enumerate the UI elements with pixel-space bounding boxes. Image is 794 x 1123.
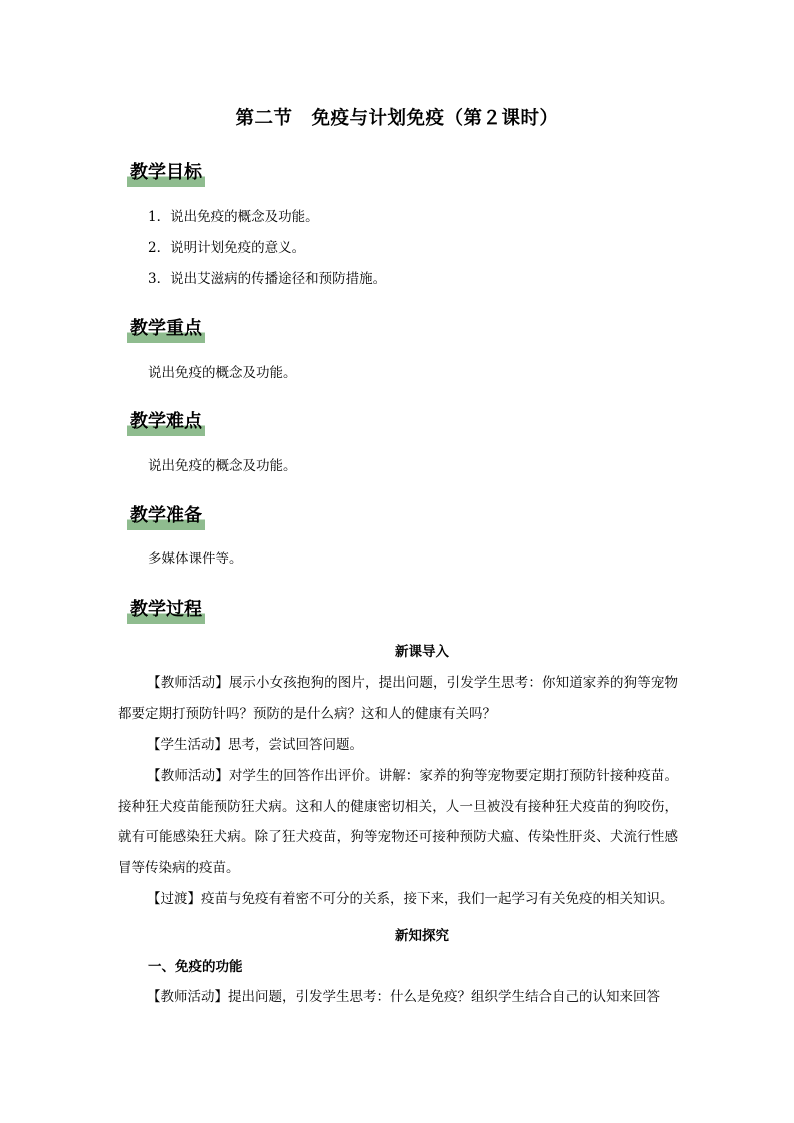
paragraph-teacher-activity-3: 【教师活动】提出问题，引发学生思考：什么是免疫？组织学生结合自己的认知来回答 — [147, 989, 660, 1005]
heading-process: 教学过程 — [127, 599, 205, 624]
paragraph-student-activity: 【学生活动】思考，尝试回答问题。 — [147, 737, 363, 753]
difficulties-text: 说出免疫的概念及功能。 — [148, 458, 297, 474]
key-points-text: 说出免疫的概念及功能。 — [148, 365, 297, 381]
preparation-text: 多媒体课件等。 — [148, 551, 243, 567]
heading-key-points: 教学重点 — [127, 318, 205, 343]
heading-objectives: 教学目标 — [127, 162, 205, 187]
paragraph-transition: 【过渡】疫苗与免疫有着密不可分的关系，接下来，我们一起学习有关免疫的相关知识。 — [147, 891, 674, 907]
intro-subheading: 新课导入 — [395, 644, 449, 660]
objective-item-2: 2．说明计划免疫的意义。 — [148, 240, 306, 256]
heading-preparation: 教学准备 — [127, 505, 205, 530]
objective-item-3: 3．说出艾滋病的传播途径和预防措施。 — [148, 271, 387, 287]
heading-difficulties: 教学难点 — [127, 411, 205, 436]
paragraph-teacher-activity-1: 【教师活动】展示小女孩抱狗的图片，提出问题，引发学生思考：你知道家养的狗等宠物都要定期打预防针吗？预防的是什么病？这和人的健康有关吗？ — [118, 675, 679, 722]
objective-item-1: 1．说出免疫的概念及功能。 — [148, 209, 319, 225]
page-title: 第二节 免疫与计划免疫（第２课时） — [235, 108, 559, 129]
paragraph-teacher-activity-2: 【教师活动】对学生的回答作出评价。讲解：家养的狗等宠物要定期打预防针接种疫苗。接种狂犬疫苗能预防狂犬病。这和人的健康密切相关，人一旦被没有接种狂犬疫苗的狗咬伤，就有可能感染狂犬病。除了狂犬疫苗，狗等宠物还可接种预防犬瘟、传染性肝炎、犬流行性感冒等传染病的疫苗。 — [118, 768, 679, 876]
explore-subheading: 新知探究 — [395, 928, 449, 944]
subsection-immune-function: 一、免疫的功能 — [148, 959, 243, 975]
